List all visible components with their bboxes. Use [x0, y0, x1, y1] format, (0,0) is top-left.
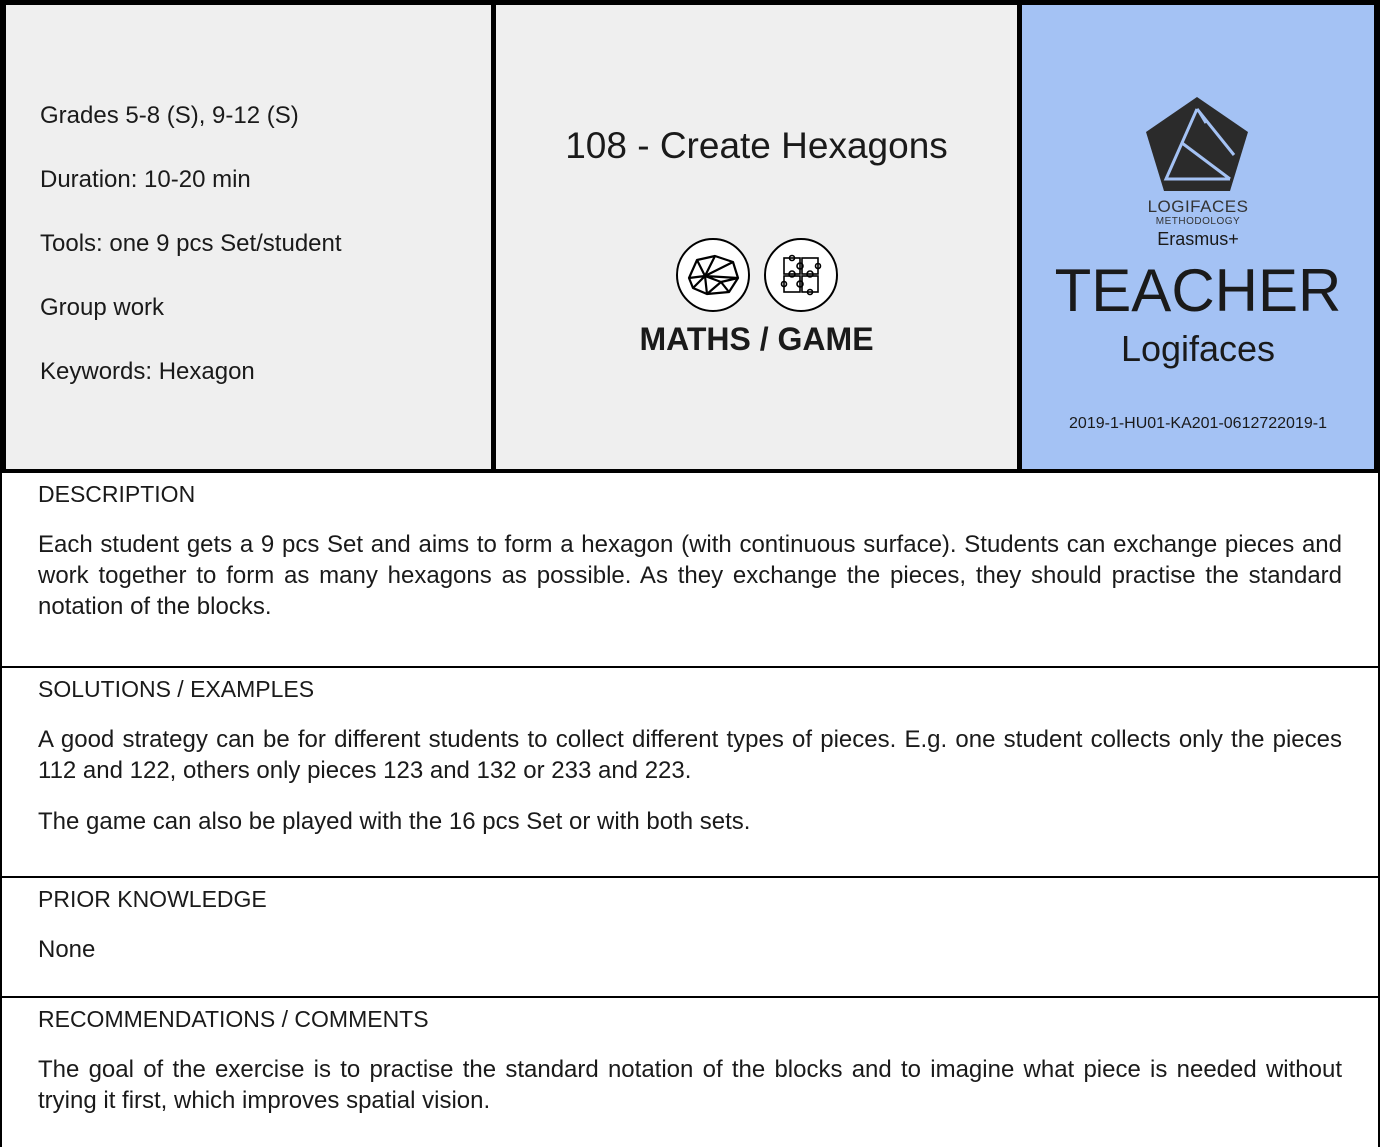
product-name: Logifaces	[1120, 328, 1276, 369]
puzzle-icon	[764, 238, 838, 312]
section-body	[38, 724, 1342, 837]
recommendations-text: The goal of the exercise is to practise the standard notation of the blocks and to imagine what piece is needed without trying it first, which improves spatial vision.	[38, 1056, 1342, 1114]
logo-wordmark: LOGIFACES	[1147, 197, 1249, 216]
lesson-title: 108 - Create Hexagons	[565, 125, 948, 166]
section-title: DESCRIPTION	[38, 481, 196, 507]
section-body	[38, 1054, 1342, 1116]
tools-text: Tools: one 9 pcs Set/student	[40, 230, 342, 257]
recommendations-section	[2, 998, 1378, 1147]
section-title: PRIOR KNOWLEDGE	[38, 886, 267, 912]
solutions-text-2: The game can also be played with the 16 pcs Set or with both sets.	[38, 808, 751, 835]
organization-text: Group work	[40, 294, 165, 321]
grades-text: Grades 5-8 (S), 9-12 (S)	[40, 102, 299, 129]
logo-subtext: METHODOLOGY	[1155, 216, 1241, 227]
section-body	[38, 529, 1342, 622]
brand-panel	[1020, 5, 1378, 469]
card-header	[2, 0, 1378, 473]
subject-label: MATHS / GAME	[639, 321, 874, 357]
prior-knowledge-section	[2, 878, 1378, 998]
solutions-text: A good strategy can be for different students to collect different types of pieces. E.g. one student collects only the pieces 112 and 122, others only pieces 123 and 132 or 233 and 223.	[38, 726, 1342, 784]
section-title: SOLUTIONS / EXAMPLES	[38, 676, 315, 702]
lesson-info-panel	[2, 5, 494, 469]
project-code: 2019-1-HU01-KA201-0612722019-1	[1069, 415, 1327, 432]
section-body	[38, 934, 1342, 965]
section-title: RECOMMENDATIONS / COMMENTS	[38, 1006, 429, 1032]
logifaces-logo-icon	[1142, 95, 1252, 195]
description-section	[2, 473, 1378, 668]
keywords-text: Keywords: Hexagon	[40, 358, 255, 385]
lesson-title-panel	[494, 5, 1020, 469]
subject-icons	[496, 238, 1017, 312]
program-label: Erasmus+	[1157, 229, 1239, 249]
prior-knowledge-text: None	[38, 936, 96, 963]
solutions-section	[2, 668, 1378, 878]
role-title: TEACHER	[1054, 257, 1342, 324]
description-text: Each student gets a 9 pcs Set and aims to form a hexagon (with continuous surface). Students can exchange pieces and work together to form as many hexagons as possible. As they exchange the pieces, they should practise the standard notation of the blocks.	[38, 531, 1342, 620]
duration-text: Duration: 10-20 min	[40, 166, 251, 193]
geometry-blocks-icon	[676, 238, 750, 312]
